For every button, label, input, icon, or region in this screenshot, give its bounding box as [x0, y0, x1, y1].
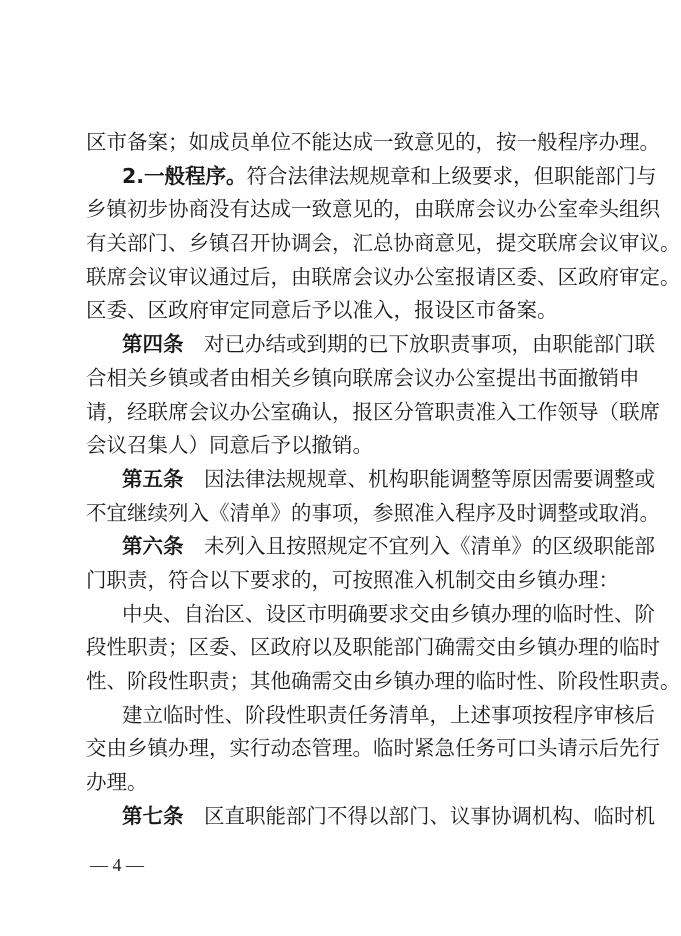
bold-heading: 第四条: [122, 332, 184, 357]
text-line: [86, 699, 655, 733]
text-line: [86, 598, 655, 632]
line-text: 符合法律法规规章和上级要求，但职能部门与: [246, 163, 657, 188]
line-text: 因法律法规规章、机构职能调整等原因需要调整或: [183, 466, 655, 491]
text-line: [86, 227, 681, 261]
line-text: 合相关乡镇或者由相关乡镇向联席会议办公室提出书面撤销申: [86, 365, 640, 390]
line-text: 对已办结或到期的已下放职责事项，由职能部门联: [183, 332, 655, 357]
bold-heading: 第七条: [122, 803, 184, 828]
line-text: 交由乡镇办理，实行动态管理。临时紧急任务可口头请示后先行: [86, 736, 660, 761]
text-line: [86, 665, 681, 699]
document-body: [86, 126, 681, 833]
text-line: [86, 193, 660, 227]
text-line: [86, 126, 660, 160]
text-line: [86, 530, 655, 564]
text-line: [86, 766, 577, 800]
line-text: 段性职责；区委、区政府以及职能部门确需交由乡镇办理的临时: [86, 635, 660, 660]
line-text: 未列入且按照规定不宜列入《清单》的区级职能部: [183, 534, 655, 559]
line-text: 建立临时性、阶段性职责任务清单，上述事项按程序审核后: [122, 702, 655, 727]
text-line: [86, 732, 660, 766]
line-text: 区直职能部门不得以部门、议事协调机构、临时机: [183, 803, 655, 828]
text-line: [86, 497, 660, 531]
page-number: — 4 —: [90, 855, 144, 875]
text-line: [86, 429, 577, 463]
text-line: [86, 328, 655, 362]
line-text: 会议召集人）同意后予以撤销。: [86, 433, 373, 458]
line-text: 不宜继续列入《清单》的事项，参照准入程序及时调整或取消。: [86, 500, 660, 525]
bold-heading: 第五条: [122, 466, 184, 491]
text-line: [86, 261, 681, 295]
line-text: 中央、自治区、设区市明确要求交由乡镇办理的临时性、阶: [122, 601, 655, 626]
line-text: 门职责，符合以下要求的，可按照准入机制交由乡镇办理：: [86, 567, 619, 592]
bold-heading: 2.一般程序。: [122, 163, 247, 188]
line-text: 区市备案；如成员单位不能达成一致意见的，按一般程序办理。: [86, 130, 660, 154]
text-line: [86, 160, 657, 194]
text-line: [86, 564, 619, 598]
bold-heading: 第六条: [122, 534, 184, 559]
text-line: [86, 463, 655, 497]
line-text: 办理。: [86, 770, 148, 795]
line-text: 区委、区政府审定同意后予以准入，报设区市备案。: [86, 298, 558, 323]
line-text: 性、阶段性职责；其他确需交由乡镇办理的临时性、阶段性职责。: [86, 669, 681, 693]
line-text: 联席会议审议通过后，由联席会议办公室报请区委、区政府审定。: [86, 264, 681, 289]
line-text: 请，经联席会议办公室确认，报区分管职责准入工作领导（联席: [86, 399, 660, 424]
line-text: 有关部门、乡镇召开协调会，汇总协商意见，提交联席会议审议。: [86, 231, 681, 256]
text-line: [86, 631, 660, 665]
text-line: [86, 294, 577, 328]
text-line: [86, 362, 640, 396]
text-line: [86, 396, 660, 430]
text-line: [86, 800, 655, 834]
line-text: 乡镇初步协商没有达成一致意见的，由联席会议办公室牵头组织: [86, 197, 660, 222]
